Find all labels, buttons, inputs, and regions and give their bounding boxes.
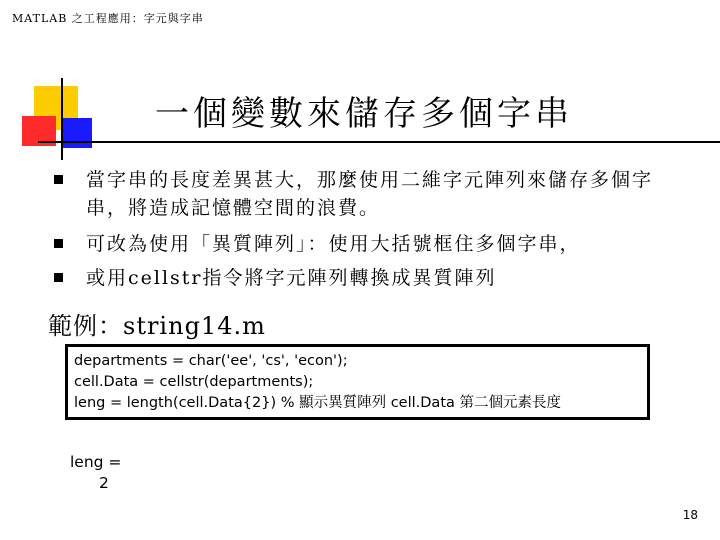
bullet-item — [52, 264, 692, 292]
command-output — [70, 452, 121, 494]
slide-title: 一個變數來儲存多個字串 — [155, 94, 573, 134]
decorative-vertical-line — [61, 78, 63, 160]
slide-header: MATLAB 之工程應用：字元與字串 — [12, 12, 204, 25]
bullet-square-icon — [54, 175, 63, 184]
example-label: 範例：string14.m — [48, 312, 266, 340]
code-block — [65, 344, 650, 420]
bullet-item — [52, 230, 692, 258]
code-line: cell.Data = cellstr(departments); — [74, 374, 314, 390]
bullet-item — [52, 166, 692, 222]
output-value: 2 — [99, 474, 109, 492]
page-number: 18 — [682, 508, 698, 522]
decorative-blue-square — [62, 118, 92, 148]
bullet-square-icon — [54, 239, 63, 248]
output-variable: leng = — [70, 453, 122, 471]
decorative-horizontal-line — [38, 141, 720, 143]
bullet-list — [52, 166, 692, 298]
code-line: leng = length(cell.Data{2}) % 顯示異質陣列 cell.Data 第二個元素長度 — [74, 395, 561, 411]
bullet-text: 可改為使用「異質陣列」：使用大括號框住多個字串， — [86, 233, 581, 255]
code-line: departments = char('ee', 'cs', 'econ'); — [74, 353, 348, 369]
bullet-text: 當字串的長度差異甚大，那麼使用二維字元陣列來儲存多個字串，將造成記憶體空間的浪費。 — [86, 169, 654, 219]
bullet-square-icon — [54, 273, 63, 282]
bullet-text: 或用cellstr指令將字元陣列轉換成異質陣列 — [86, 267, 497, 289]
